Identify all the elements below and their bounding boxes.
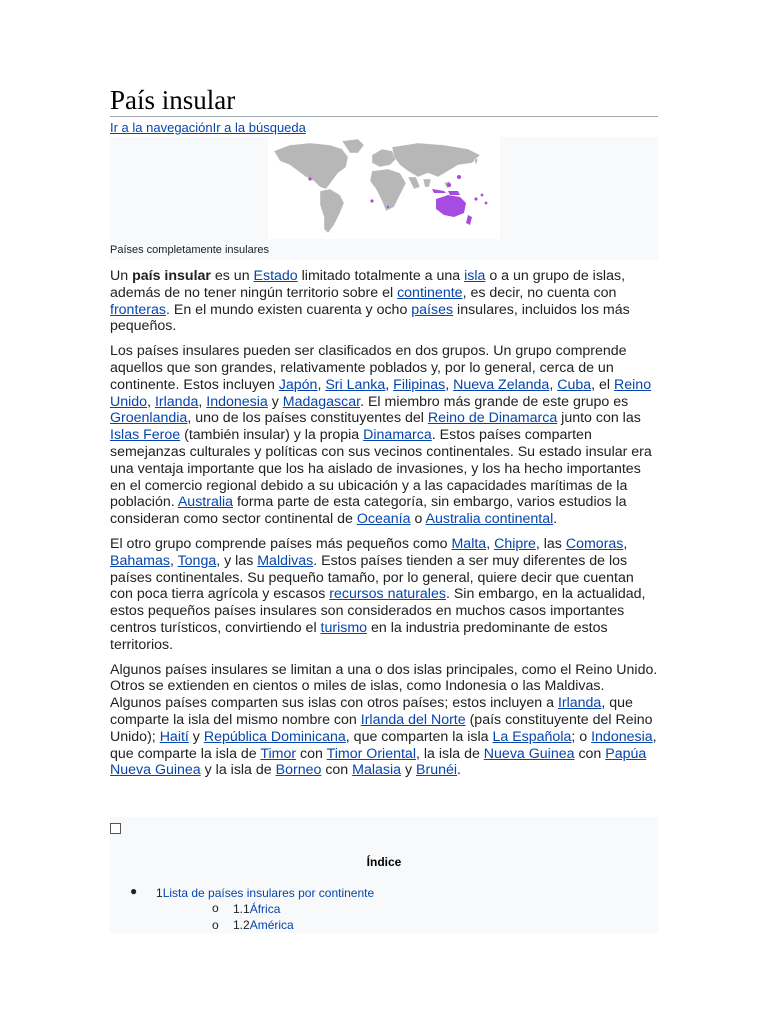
article-link[interactable]: Haití [159,728,189,745]
article-link[interactable]: Indonesia [206,393,268,410]
paragraph-text: , el [591,376,615,393]
article-link[interactable]: Australia continental [425,511,554,528]
paragraph-large-island-countries [110,343,658,528]
article-link[interactable]: Tonga [177,552,217,569]
paragraph-text: Algunos países insulares se limitan a una o dos islas principales, como el Reino Unido. Otros se extienden en cientos o miles de islas, como Indonesia o las Maldivas. Algunos países comparten sus islas con otros países; estos incluyen a [110,661,658,712]
article-link[interactable]: fronteras [110,301,166,318]
bullet-icon: o [212,901,219,915]
article-link[interactable]: Estado [253,268,298,284]
article-link[interactable]: Filipinas [393,376,446,393]
article-link[interactable]: Sri Lanka [325,376,386,393]
paragraph-text: , que comparte la isla de [110,728,657,762]
paragraph-text: , [385,376,394,393]
paragraph-text: , [169,552,178,569]
table-of-contents [110,817,658,933]
paragraph-text: forma parte de esta categoría, sin embargo, varios estudios la consideran como sector continental de [110,494,627,528]
paragraph-text: , que comparte la isla del mismo nombre con [110,695,633,728]
article-link[interactable]: República Dominicana [203,728,346,745]
paragraph-text: con [296,745,327,762]
paragraph-text: , [198,393,207,410]
paragraph-text: y la isla de [200,762,276,779]
paragraph-text: , [486,535,495,552]
article-link[interactable]: Nueva Zelanda [453,376,550,393]
article-link[interactable]: Australia [177,494,234,511]
paragraph-text: , las [535,535,566,552]
toc-item-number: 1 [156,886,163,900]
paragraph-text: y [401,762,417,779]
article-link[interactable]: Madagascar [282,393,361,410]
toc-link[interactable]: África [249,902,281,916]
paragraph-text: . El miembro más grande de este grupo es [360,393,629,410]
paragraph-text: o [410,511,426,528]
article-link[interactable]: recursos naturales [329,586,446,603]
paragraph-text: es un [210,268,254,284]
paragraph-text: , [317,376,326,393]
paragraph-text: El otro grupo comprende países más pequeños como [110,535,452,552]
paragraph-text: y [267,393,283,410]
paragraph-text: (también insular) y la propia [180,427,364,444]
article-link[interactable]: Irlanda [154,393,199,410]
paragraph-text: o a un grupo de islas, además de no tener ningún territorio sobre el [110,268,626,301]
paragraph-text: . Sin embargo, en la actualidad, estos pequeños países insulares son considerados en muchos casos importantes centros turísticos, convirtiendo el [110,586,646,636]
figure-caption: Países completamente insulares [110,244,269,256]
skip-to-navigation-link[interactable]: Ir a la navegación [110,120,213,135]
paragraph-text: . [457,762,461,779]
paragraph-text: . Estos países tienden a ser muy diferentes de los países continentales. Su pequeño tamaño, por lo general, quiere decir que cuentan con poca tierra agrícola y escasos [110,552,634,603]
toc-link[interactable]: Lista de países insulares por continente [162,886,375,900]
toc-item-number: 1.2 [233,918,250,932]
toc-link[interactable]: América [249,918,294,932]
paragraph-text: con [321,762,353,779]
article-link[interactable]: países [411,301,454,318]
paragraph-text: , uno de los países constituyentes del [187,410,428,427]
article-link[interactable]: Irlanda [557,695,602,712]
article-link[interactable]: Reino de Dinamarca [427,410,558,427]
paragraph-text: Un [110,268,133,284]
skip-links [110,120,306,136]
article-body [110,268,658,787]
toc-item[interactable] [233,902,280,917]
toc-toggle-checkbox[interactable] [110,823,121,834]
paragraph-text: , que comparten la isla [345,728,493,745]
article-link[interactable]: turismo [320,619,368,636]
paragraph-text: . En el mundo existen cuarenta y ocho [166,301,412,318]
article-link[interactable]: Cuba [557,376,592,393]
article-link[interactable]: Nueva Guinea [483,745,575,762]
bold-term: país insular [132,268,211,284]
world-map-image[interactable] [268,137,500,239]
page-title: País insular [110,85,236,115]
article-link[interactable]: Oceanía [356,511,411,528]
toc-item-number: 1.1 [233,902,250,916]
paragraph-text: , la isla de [415,745,484,762]
paragraph-text: junto con las [557,410,641,427]
title-divider [110,116,658,117]
article-link[interactable]: Bahamas [110,552,170,569]
article-link[interactable]: Reino Unido [110,376,652,410]
toc-title: Índice [366,855,402,869]
article-link[interactable]: Papúa Nueva Guinea [110,745,647,779]
article-link[interactable]: Chipre [494,535,536,552]
paragraph-shared-islands [110,662,658,780]
article-link[interactable]: Timor [260,745,297,762]
paragraph-text: (país constituyente del Reino Unido); [110,711,653,745]
article-link[interactable]: Japón [278,376,318,393]
paragraph-text: , y las [216,552,258,569]
paragraph-text: limitado totalmente a una [297,268,465,284]
paragraph-text: insulares, incluidos los más pequeños. [110,301,630,335]
article-link[interactable]: isla [464,268,486,284]
article-link[interactable]: Groenlandia [110,410,188,427]
paragraph-text: , [147,393,155,410]
toc-item[interactable] [156,886,374,901]
article-link[interactable]: Timor Oriental [326,745,416,762]
paragraph-text: Los países insulares pueden ser clasificados en dos grupos. Un grupo comprende aquellos que son grandes, relativamente poblados y, por lo general, cerca de un continente. Estos incluyen [110,343,627,393]
paragraph-text: y [188,728,204,745]
paragraph-intro [110,268,658,335]
paragraph-text: , [445,376,454,393]
bullet-icon: o [212,918,219,932]
article-link[interactable]: Islas Feroe [110,427,181,444]
article-link[interactable]: La Española [492,728,572,745]
article-link[interactable]: Irlanda del Norte [360,711,466,728]
article-link[interactable]: continente [397,284,463,301]
article-link[interactable]: Indonesia [591,728,653,745]
article-link[interactable]: Borneo [275,762,322,779]
skip-to-search-link[interactable]: Ir a la búsqueda [212,120,306,135]
paragraph-small-island-countries [110,536,658,654]
figure [110,137,658,260]
paragraph-text: , es decir, no cuenta con [462,284,617,301]
article-link[interactable]: Maldivas [257,552,314,569]
paragraph-text: ; o [571,728,592,745]
paragraph-text: , [549,376,558,393]
paragraph-text: , [623,535,628,552]
paragraph-text: en la industria predominante de estos territorios. [110,619,608,653]
paragraph-text: . Estos países comparten semejanzas culturales y políticas con sus vecinos continentales. Su estado insular era una ventaja importante que los ha aislado de invasiones, y los ha hecho importantes en el comercio regional debido a su ubicación y a las capacidades marítimas de la población. [110,427,652,511]
paragraph-text: con [574,745,606,762]
toc-item[interactable] [233,918,294,933]
article-link[interactable]: Malta [451,535,487,552]
article-link[interactable]: Dinamarca [363,427,432,444]
bullet-icon: ● [130,884,138,898]
article-link[interactable]: Brunéi [416,762,458,779]
paragraph-text: . [553,511,558,528]
article-link[interactable]: Malasia [352,762,402,779]
article-link[interactable]: Comoras [565,535,624,552]
